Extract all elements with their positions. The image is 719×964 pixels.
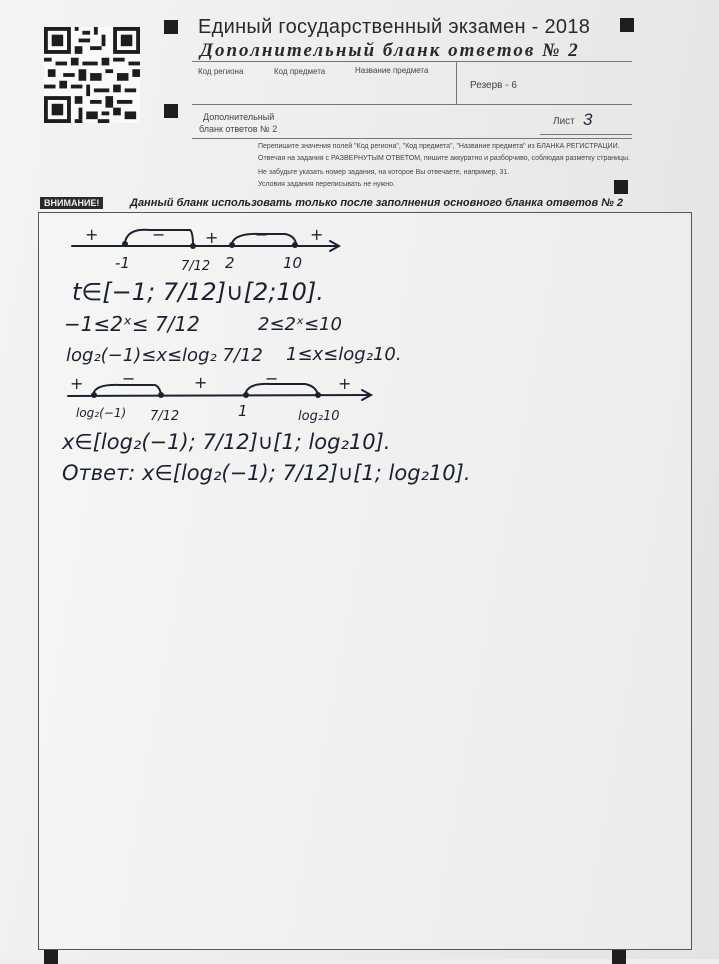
sign-label: +	[205, 228, 219, 247]
point-marker	[190, 243, 196, 249]
sign-label: −	[122, 369, 136, 388]
point-marker	[229, 242, 235, 248]
interval-arc	[246, 384, 318, 395]
point-label: log₂10	[298, 409, 340, 424]
number-line	[68, 395, 370, 396]
point-label: 10	[283, 254, 303, 272]
sign-label: +	[85, 225, 99, 244]
handwritten-answer: Ответ: x∈[log₂(−1); 7/12]∪[1; log₂10].	[62, 461, 471, 485]
exam-title: Единый государственный экзамен - 2018	[198, 16, 591, 38]
handwritten-line: t∈[−1; 7/12]∪[2;10].	[72, 278, 324, 306]
sign-label: −	[255, 225, 269, 244]
sign-label: +	[310, 225, 324, 244]
point-marker	[292, 242, 298, 248]
point-label: 7/12	[181, 259, 211, 274]
form-subtitle: Дополнительный бланк ответов № 2	[200, 40, 580, 61]
warning-text: Данный бланк использовать только после заполнения основного бланка ответов № 2	[130, 197, 623, 209]
handwritten-line: 2≤2ˣ≤10	[258, 314, 342, 335]
point-marker	[315, 392, 321, 398]
point-marker	[91, 392, 97, 398]
form-label: Дополнительный	[203, 112, 275, 122]
sign-label: −	[152, 225, 166, 244]
sign-label: +	[338, 374, 352, 393]
form-label: бланк ответов № 2	[199, 124, 278, 134]
region-code-label: Код региона	[198, 67, 244, 76]
handwritten-line: x∈[log₂(−1); 7/12]∪[1; log₂10].	[62, 430, 391, 454]
point-label: 7/12	[150, 409, 180, 424]
sheet-number[interactable]: 3	[583, 110, 593, 129]
point-marker	[243, 392, 249, 398]
point-marker	[158, 392, 164, 398]
point-label: 2	[225, 254, 235, 272]
point-label: log₂(−1)	[76, 406, 127, 420]
sign-label: +	[194, 373, 208, 392]
subject-code-label: Код предмета	[274, 67, 326, 76]
subject-name-label: Название предмета	[355, 66, 429, 75]
sheet-label: Лист	[553, 116, 575, 127]
point-marker	[122, 241, 128, 247]
warning-badge: ВНИМАНИЕ!	[40, 197, 103, 209]
reserve-label: Резерв - 6	[470, 80, 517, 91]
sign-label: +	[70, 374, 84, 393]
point-label: -1	[115, 254, 130, 272]
instruction-line: Отвечая на задания с РАЗВЕРНУТЫМ ОТВЕТОМ, пишите аккуратно и разборчиво, соблюдая разметку страницы.	[258, 155, 630, 162]
instruction-line: Перепишите значения полей "Код региона", "Код предмета", "Название предмета" из БЛАНКА РЕГИСТРАЦИИ.	[258, 143, 620, 150]
instruction-line: Условия задания переписывать не нужно.	[258, 181, 395, 188]
instruction-line: Не забудьте указать номер задания, на которое Вы отвечаете, например, 31.	[258, 169, 510, 176]
point-label: 1	[238, 402, 248, 420]
handwritten-line: log₂(−1)≤x≤log₂ 7/12	[66, 345, 263, 366]
handwritten-line: 1≤x≤log₂10.	[286, 344, 402, 365]
handwritten-line: −1≤2ˣ≤ 7/12	[64, 312, 200, 336]
sign-label: −	[265, 369, 279, 388]
